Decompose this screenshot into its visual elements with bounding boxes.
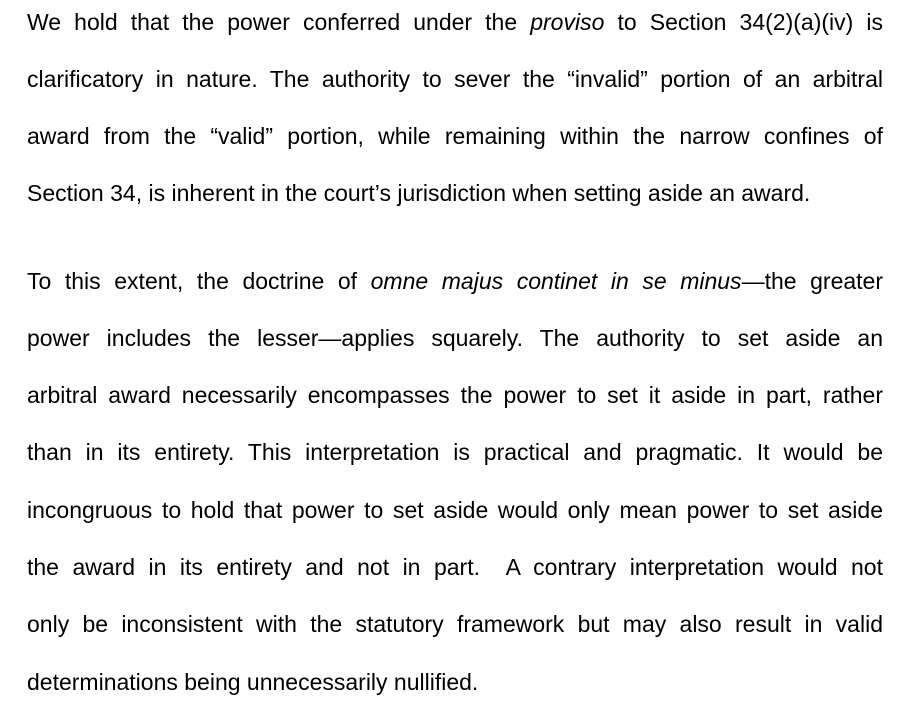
text-span: incongruous to hold that power to set aside would only mean power to set aside bbox=[27, 497, 883, 523]
text-line bbox=[27, 378, 883, 412]
text-span: to Section 34(2)(a)(iv) is bbox=[604, 9, 883, 35]
text-span: —the greater bbox=[741, 268, 883, 294]
text-span: determinations being unnecessarily nullified. bbox=[27, 669, 479, 695]
text-line bbox=[27, 264, 883, 298]
text-span: award from the “valid” portion, while remaining within the narrow confines of bbox=[27, 123, 883, 149]
text-span: the award in its entirety and not in part. A contrary interpretation would not bbox=[27, 554, 883, 580]
text-line bbox=[27, 493, 883, 527]
text-span: than in its entirety. This interpretation is practical and pragmatic. It would be bbox=[27, 439, 883, 465]
text-line bbox=[27, 119, 883, 153]
text-span: Section 34, is inherent in the court’s jurisdiction when setting aside an award. bbox=[27, 180, 811, 206]
text-line bbox=[27, 62, 883, 96]
italic-term: omne majus continet in se minus bbox=[370, 268, 742, 294]
text-line bbox=[27, 176, 883, 210]
text-line bbox=[27, 5, 883, 39]
text-line bbox=[27, 665, 883, 699]
text-line bbox=[27, 321, 883, 355]
text-span: arbitral award necessarily encompasses the power to set it aside in part, rather bbox=[27, 382, 883, 408]
italic-term: proviso bbox=[530, 9, 605, 35]
text-line bbox=[27, 435, 883, 469]
text-span: clarificatory in nature. The authority to sever the “invalid” portion of an arbitral bbox=[27, 66, 883, 92]
text-span: We hold that the power conferred under the bbox=[27, 9, 531, 35]
text-span: only be inconsistent with the statutory framework but may also result in valid bbox=[27, 611, 883, 637]
text-span: power includes the lesser—applies squarely. The authority to set aside an bbox=[27, 325, 883, 351]
text-line bbox=[27, 607, 883, 641]
text-line bbox=[27, 550, 883, 584]
text-span: To this extent, the doctrine of bbox=[27, 268, 371, 294]
